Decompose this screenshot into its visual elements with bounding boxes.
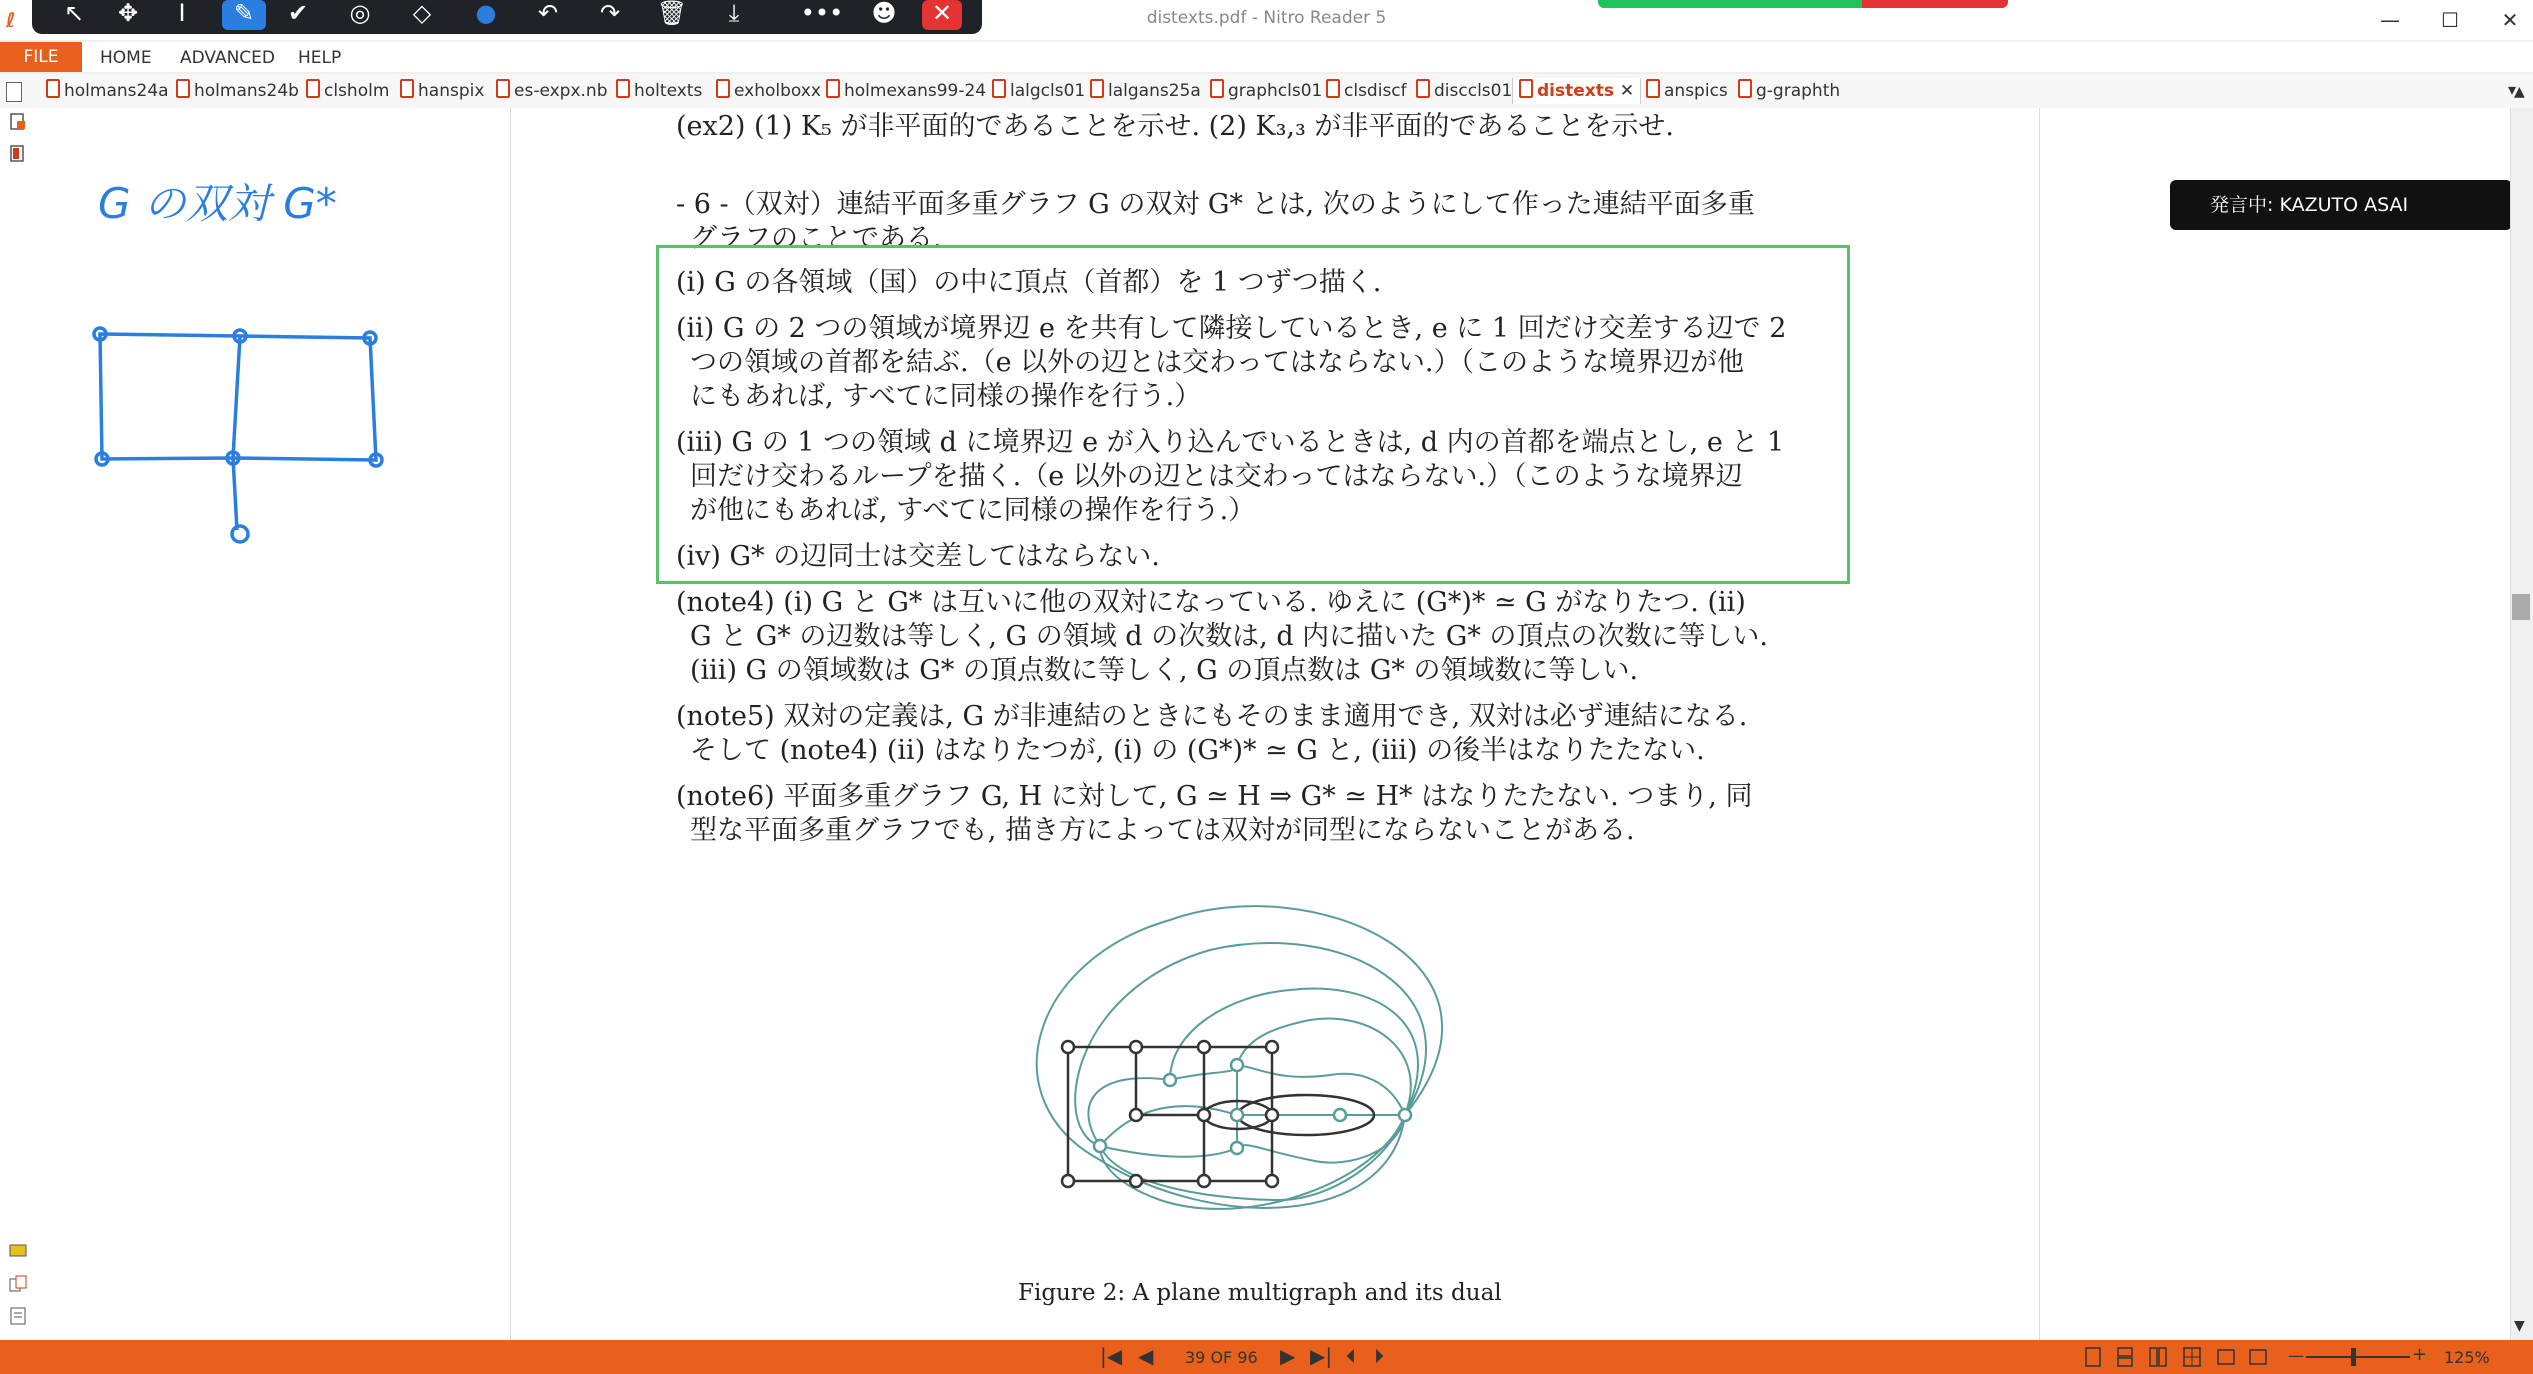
pdf-icon: [1646, 79, 1660, 98]
scroll-up-icon[interactable]: ▲: [2514, 84, 2525, 100]
dual-vertices: [1094, 1059, 1411, 1154]
doc-line: (iii) G の領域数は G* の頂点数に等しく, G の頂点数は G* の領域数に等しい.: [690, 655, 1639, 686]
meeting-share-bar[interactable]: [1598, 0, 1862, 8]
dual-graph-figure: [1010, 900, 1490, 1260]
pdf-icon: [400, 79, 414, 98]
menu-advanced[interactable]: ADVANCED: [180, 48, 276, 68]
doc-tab[interactable]: lalgcls01: [992, 78, 1085, 104]
meeting-stop-bar[interactable]: [1862, 0, 2008, 8]
next-page-button[interactable]: ▶: [1280, 1344, 1296, 1368]
pdf-icon: [496, 79, 510, 98]
tab-close-icon[interactable]: ✕: [1619, 81, 1635, 101]
figure-caption: Figure 2: A plane multigraph and its dual: [1018, 1280, 1502, 1306]
doc-line: G と G* の辺数は等しく, G の領域 d の次数は, d 内に描いた G* の頂点の次数に等しい.: [690, 621, 1768, 652]
single-page-icon[interactable]: [2086, 1348, 2100, 1366]
doc-line: (note6) 平面多重グラフ G, H に対して, G ≃ H ⇒ G* ≃ H* はなりたたない. つまり, 同: [676, 781, 1753, 812]
menu-home[interactable]: HOME: [100, 48, 152, 68]
doc-line: つの領域の首都を結ぶ.（e 以外の辺とは交わってはならない.）（このような境界辺が他: [690, 347, 1744, 378]
speaker-badge: 発言中: KAZUTO ASAI: [2170, 180, 2512, 230]
zoom-slider-thumb[interactable]: [2351, 1348, 2356, 1366]
pdf-icon: [306, 79, 320, 98]
zoom-slider[interactable]: [2306, 1356, 2410, 1358]
doc-line: (note5) 双対の定義は, G が非連結のときにもそのまま適用でき, 双対は必ず連結になる.: [676, 701, 1748, 732]
comments-icon[interactable]: [8, 1242, 28, 1262]
pdf-icon: [616, 79, 630, 98]
doc-line: (ii) G の 2 つの領域が境界辺 e を共有して隣接しているとき, e に 1 回だけ交差する辺で 2: [676, 313, 1787, 344]
handwritten-label: G の双対 G*: [98, 179, 337, 228]
menu-file[interactable]: FILE: [0, 42, 82, 72]
view-mode-buttons: [2084, 1346, 2284, 1368]
download-icon[interactable]: ⤓: [728, 0, 740, 27]
menu-help[interactable]: HELP: [298, 48, 342, 68]
doc-line: (ex2) (1) K₅ が非平面的であることを示せ. (2) K₃,₃ が非平面的であることを示せ.: [676, 111, 1674, 142]
doc-tab[interactable]: lalgans25a: [1090, 78, 1201, 104]
pdf-icon: [46, 79, 60, 98]
prev-page-button[interactable]: ◀: [1138, 1344, 1154, 1368]
doc-tab[interactable]: holmans24b: [176, 78, 299, 104]
doc-line: が他にもあれば, すべてに同様の操作を行う.）: [690, 495, 1256, 526]
attachments-icon[interactable]: [8, 112, 28, 132]
doc-line: (i) G の各領域（国）の中に頂点（首都）を 1 つずつ描く.: [676, 267, 1382, 298]
page-icon[interactable]: [6, 82, 22, 102]
doc-line: そして (note4) (ii) はなりたつが, (i) の (G*)* ≃ G と, (iii) の後半はなりたたない.: [690, 735, 1705, 766]
zoom-out-button[interactable]: —: [2288, 1346, 2304, 1365]
pdf-icon: [1090, 79, 1104, 98]
doc-tab[interactable]: clsdiscf: [1326, 78, 1407, 104]
color-picker-icon[interactable]: ●: [475, 0, 497, 27]
tab-overflow-icon[interactable]: ▾: [2508, 80, 2517, 99]
text-cursor-icon[interactable]: I: [178, 0, 186, 27]
handwritten-graph: [94, 328, 382, 542]
fit-page-icon[interactable]: [2250, 1350, 2266, 1364]
doc-tab[interactable]: hanspix: [400, 78, 484, 104]
bookmark-icon[interactable]: [8, 144, 28, 164]
pdf-icon: [176, 79, 190, 98]
minimize-button[interactable]: —: [2380, 8, 2400, 32]
fit-width-icon[interactable]: [2218, 1350, 2234, 1364]
handwritten-annotation: [80, 160, 400, 560]
doc-line: (note4) (i) G と G* は互いに他の双対になっている. ゆえに (G*)* ≃ G がなりたつ. (ii): [676, 587, 1746, 618]
scroll-down-icon[interactable]: ▼: [2514, 1318, 2525, 1334]
doc-line: (iv) G* の辺同士は交差してはならない.: [676, 541, 1160, 572]
maximize-button[interactable]: ☐: [2441, 8, 2459, 32]
redo-icon[interactable]: ↷: [599, 0, 621, 27]
facing-continuous-icon[interactable]: [2184, 1348, 2200, 1366]
doc-tab[interactable]: holmexans99-24: [826, 78, 986, 104]
user-icon[interactable]: ☻: [871, 0, 897, 27]
doc-tab[interactable]: holtexts: [616, 78, 702, 104]
pdf-icon: [716, 79, 730, 98]
close-window-button[interactable]: ✕: [2501, 8, 2519, 32]
first-page-button[interactable]: |◀: [1100, 1344, 1123, 1368]
move-icon[interactable]: ✥: [117, 0, 139, 27]
forward-view-button[interactable]: ⏵: [1374, 1344, 1384, 1368]
continuous-icon[interactable]: [2118, 1348, 2132, 1366]
doc-tab[interactable]: holmans24a: [46, 78, 169, 104]
doc-line: にもあれば, すべてに同様の操作を行う.）: [690, 381, 1202, 412]
vertical-scrollbar[interactable]: [2510, 108, 2533, 1340]
pdf-icon: [826, 79, 840, 98]
page-indicator[interactable]: 39 OF 96: [1185, 1348, 1258, 1367]
menu-bar: [0, 42, 2533, 72]
more-icon[interactable]: •••: [800, 0, 844, 27]
pdf-icon: [1210, 79, 1224, 98]
layers-icon[interactable]: [8, 1306, 28, 1326]
last-page-button[interactable]: ▶|: [1310, 1344, 1333, 1368]
doc-line: グラフのことである.: [690, 223, 942, 254]
doc-tab[interactable]: clsholm: [306, 78, 389, 104]
doc-line: - 6 -（双対）連結平面多重グラフ G の双対 G* とは, 次のようにして作った連結平面多重: [676, 189, 1755, 220]
doc-tab[interactable]: es-expx.nb: [496, 78, 608, 104]
facing-icon[interactable]: [2150, 1348, 2166, 1366]
doc-line: 回だけ交わるループを描く.（e 以外の辺とは交わってはならない.）（このような境界辺: [690, 461, 1743, 492]
doc-tab[interactable]: disccls01: [1416, 78, 1512, 104]
pen-icon[interactable]: ✎: [222, 0, 266, 30]
doc-tab[interactable]: g-graphth: [1738, 78, 1840, 104]
pdf-icon: [1519, 79, 1533, 98]
doc-line: (iii) G の 1 つの領域 d に境界辺 e が入り込んでいるときは, d 内の首都を端点とし, e と 1: [676, 427, 1785, 458]
doc-tab[interactable]: anspics: [1646, 78, 1728, 104]
left-panel-strip: [0, 108, 35, 1340]
pdf-icon: [1326, 79, 1340, 98]
window-title: distexts.pdf - Nitro Reader 5: [1146, 8, 1387, 28]
pdf-icon: [1416, 79, 1430, 98]
copy-pages-icon[interactable]: [8, 1274, 28, 1294]
zoom-in-button[interactable]: +: [2412, 1344, 2428, 1365]
close-toolbar-icon[interactable]: ✕: [922, 0, 962, 30]
doc-line: 型な平面多重グラフでも, 描き方によっては双対が同型にならないことがある.: [690, 815, 1635, 846]
eraser-icon[interactable]: ◇: [412, 0, 432, 27]
doc-tab[interactable]: graphcls01: [1210, 78, 1322, 104]
nitro-logo-icon: ℓ: [6, 8, 16, 32]
check-icon[interactable]: ✔: [287, 0, 309, 27]
dual-edges: [1037, 906, 1442, 1209]
pdf-icon: [992, 79, 1006, 98]
pdf-icon: [1738, 79, 1752, 98]
trash-icon[interactable]: 🗑: [656, 0, 688, 27]
zoom-level[interactable]: 125%: [2444, 1348, 2490, 1367]
undo-icon[interactable]: ↶: [537, 0, 559, 27]
select-arrow-icon[interactable]: ↖: [63, 0, 85, 27]
doc-tab[interactable]: exholboxx: [716, 78, 821, 104]
annotation-toolbar: [32, 0, 982, 34]
back-view-button[interactable]: ⏴: [1346, 1344, 1356, 1368]
stamp-icon[interactable]: ◎: [349, 0, 371, 27]
doc-tab-active[interactable]: distexts ✕: [1512, 78, 1641, 104]
scrollbar-thumb[interactable]: [2512, 594, 2530, 620]
